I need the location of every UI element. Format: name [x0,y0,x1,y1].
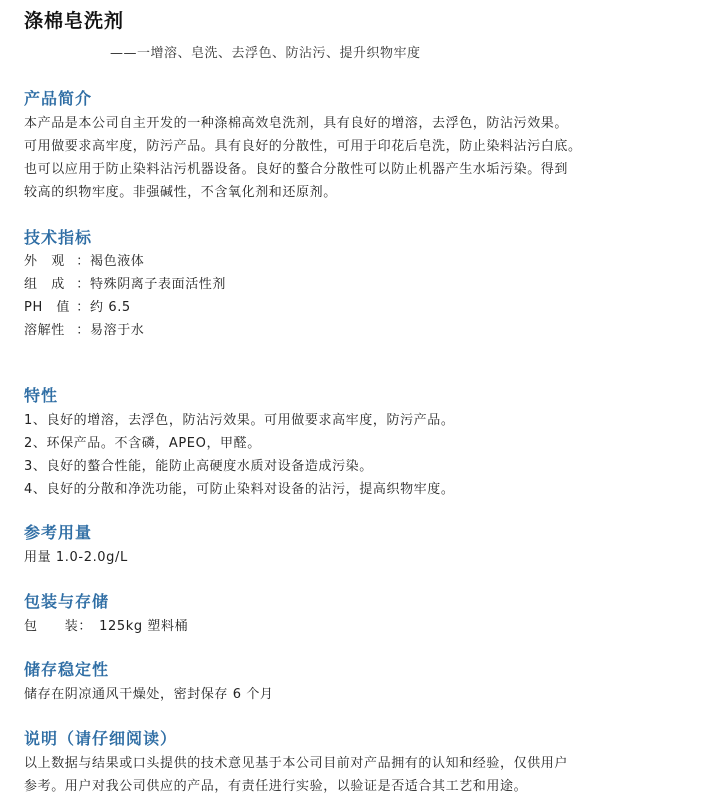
spec-separator: ： [76,277,90,292]
spec-value: 褐色液体 [90,254,145,269]
feature-item: 3、良好的螯合性能，能防止高硬度水质对设备造成污染。 [24,459,373,474]
spec-key: 溶解性 [24,323,65,338]
document-title: 涤棉皂洗剂 [24,10,125,32]
section-heading-packaging: 包装与存储 [24,592,110,611]
section-heading-dosage: 参考用量 [24,523,93,542]
spec-key: 外 观 [24,254,65,269]
section-heading-intro: 产品简介 [24,89,93,108]
spec-separator: ： [76,323,90,338]
packaging-text: 包 装： 125kg 塑料桶 [24,619,189,634]
section-heading-specs: 技术指标 [24,228,93,247]
section-heading-notes: 说明（请仔细阅读） [24,729,178,748]
spec-value: 易溶于水 [90,323,145,338]
spec-row [24,319,144,338]
spec-separator: ： [76,254,90,269]
feature-item: 2、环保产品。不含磷，APEO，甲醛。 [24,436,261,451]
intro-line: 本产品是本公司自主开发的一种涤棉高效皂洗剂，具有良好的增溶，去浮色，防沾污效果。 [24,116,569,131]
intro-line: 可用做要求高牢度，防污产品。具有良好的分散性，可用于印花后皂洗，防止染料沾污白底。 [24,139,582,154]
spec-key: 组 成 [24,277,65,292]
dosage-text: 用量 1.0-2.0g/L [24,550,128,565]
intro-line: 也可以应用于防止染料沾污机器设备。良好的螯合分散性可以防止机器产生水垢污染。得到 [24,162,569,177]
intro-line: 较高的织物牢度。非强碱性，不含氧化剂和还原剂。 [24,185,337,200]
spec-value: 约 6.5 [90,300,131,315]
feature-item: 4、良好的分散和净洗功能，可防止染料对设备的沾污，提高织物牢度。 [24,482,455,497]
document-subtitle: ——一增溶、皂洗、去浮色、防沾污、提升织物牢度 [110,46,421,61]
notes-line: 以上数据与结果或口头提供的技术意见基于本公司目前对产品拥有的认知和经验，仅供用户 [24,756,569,771]
stability-text: 储存在阴凉通风干燥处，密封保存 6 个月 [24,687,274,702]
spec-key: PH 值 [24,300,71,315]
spec-row [24,296,131,315]
notes-line: 参考。用户对我公司供应的产品，有责任进行实验，以验证是否适合其工艺和用途。 [24,779,528,794]
spec-row [24,273,226,292]
spec-row [24,250,144,269]
section-heading-features: 特性 [24,386,59,405]
spec-value: 特殊阴离子表面活性剂 [90,277,227,292]
section-heading-stability: 储存稳定性 [24,660,110,679]
spec-separator: ： [76,300,90,315]
feature-item: 1、良好的增溶，去浮色，防沾污效果。可用做要求高牢度，防污产品。 [24,413,455,428]
